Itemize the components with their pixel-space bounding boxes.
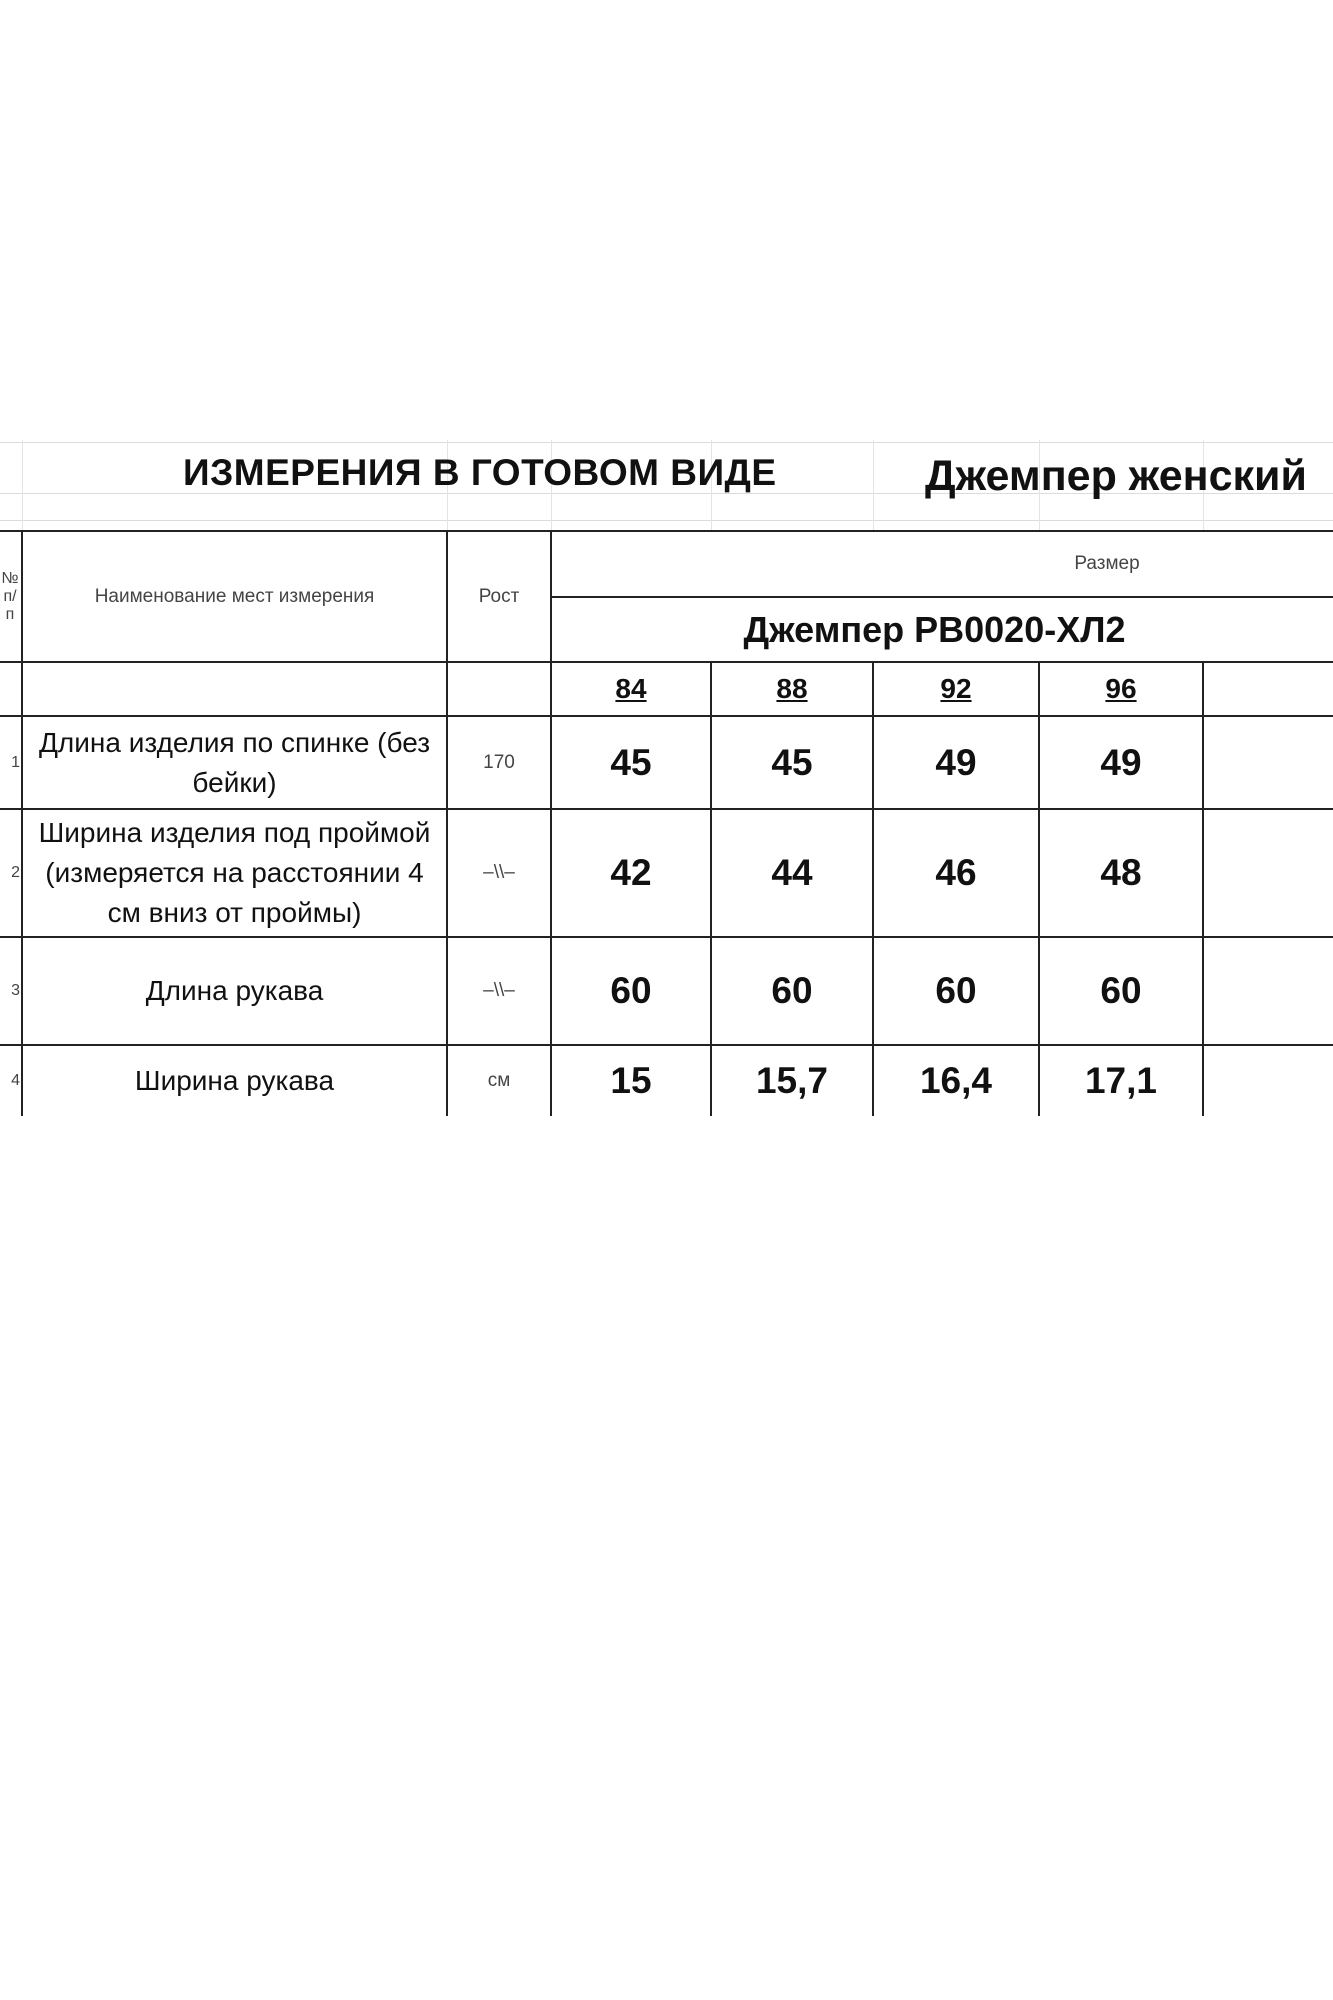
size-96: 96	[1105, 673, 1137, 704]
header-measure-name: Наименование мест измерения	[94, 585, 375, 607]
value-cell: 60	[935, 970, 977, 1011]
value-cell: 60	[1100, 970, 1142, 1011]
value-cell: 60	[610, 970, 652, 1011]
header-size: Размер	[1074, 553, 1140, 574]
value-cell: 15	[610, 1060, 652, 1101]
size-84: 84	[615, 673, 647, 704]
value-cell: 44	[771, 852, 813, 893]
row-label: Ширина рукава	[134, 1065, 335, 1096]
value-cell: 48	[1100, 852, 1142, 893]
row-label: Длина изделия по спинке (без бейки)	[38, 726, 431, 798]
value-cell: 15,7	[755, 1060, 828, 1101]
gridline	[873, 440, 874, 532]
value-cell: 60	[771, 970, 813, 1011]
table-title: ИЗМЕРЕНИЯ В ГОТОВОМ ВИДЕ	[183, 452, 777, 493]
value-cell: 16,4	[919, 1060, 992, 1101]
row-height: –\\–	[483, 862, 515, 883]
value-cell: 45	[610, 741, 652, 783]
header-number: № п/п	[1, 569, 19, 623]
value-cell: 49	[935, 741, 977, 783]
value-cell: 49	[1100, 741, 1142, 783]
gridline	[22, 440, 23, 532]
size-92: 92	[940, 673, 972, 704]
product-name: Джемпер женский	[925, 452, 1307, 500]
row-height: 170	[483, 751, 515, 773]
value-cell: 45	[771, 741, 813, 783]
measurement-table	[0, 440, 1333, 1120]
size-88: 88	[776, 673, 808, 704]
row-label: Ширина изделия под проймой (измеряется на расстоянии 4 см вниз от проймы)	[38, 817, 431, 928]
value-cell: 46	[935, 852, 977, 893]
gridline	[0, 442, 1333, 443]
row-number: 4	[11, 1072, 20, 1089]
value-cell: 17,1	[1084, 1060, 1157, 1101]
table-border	[1202, 661, 1204, 1116]
row-height: см	[487, 1070, 511, 1091]
row-number: 1	[11, 753, 20, 771]
header-model: Джемпер РВ0020-ХЛ2	[743, 608, 1126, 650]
row-height: –\\–	[483, 980, 515, 1001]
gridline	[0, 520, 1333, 521]
row-number: 2	[11, 864, 20, 881]
header-height: Рост	[478, 585, 520, 607]
value-cell: 42	[610, 852, 652, 893]
row-number: 3	[11, 982, 20, 999]
row-label: Длина рукава	[145, 975, 324, 1006]
